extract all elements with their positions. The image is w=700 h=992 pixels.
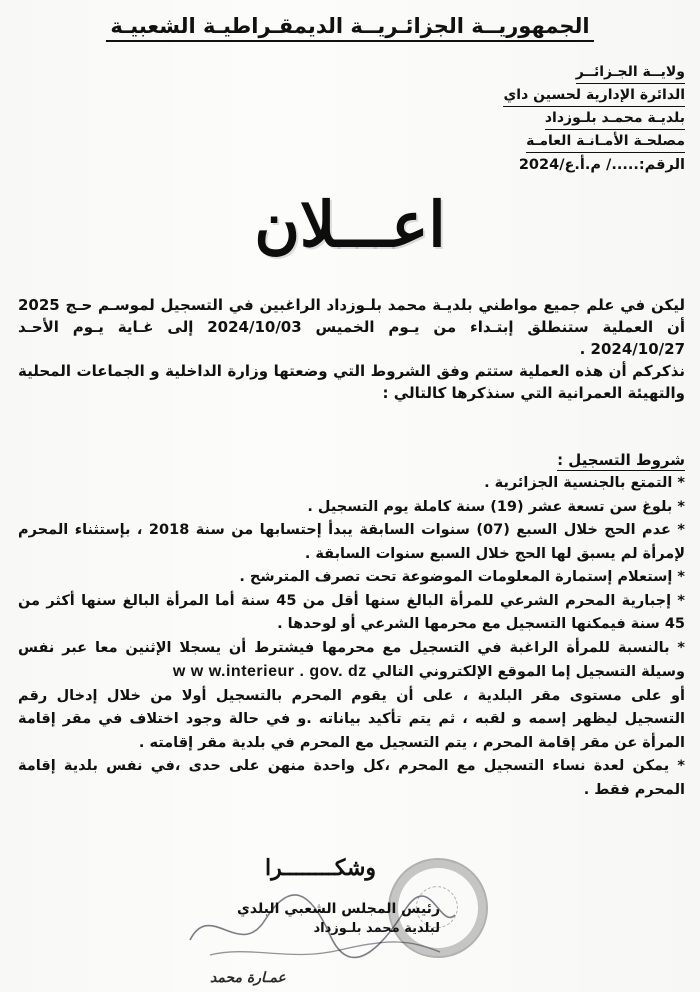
condition-item-registration-channel xyxy=(18,637,685,685)
signature-block xyxy=(80,900,440,938)
announcement-title: اعـــلان xyxy=(254,188,446,261)
reminder-paragraph: نذكركم أن هذه العملية ستتم وفق الشروط التي وضعتها وزارة الداخلية و الجماعات المحلية والتهيئة العمرانية التي سنذكرها كالتالي : xyxy=(18,362,685,402)
service-line: مصلحـة الأمـانـة العامـة xyxy=(526,131,685,153)
conditions-title: شروط التسجيل : xyxy=(557,451,685,469)
condition-item: * التمتع بالجنسية الجزائرية . xyxy=(484,475,685,491)
reference-number: الرقم:...../ م.أ.ع/2024 xyxy=(518,157,685,173)
condition-item: * يمكن لعدة نساء التسجيل مع المحرم ،كل واحدة منهن على حدى ،في نفس بلدية إقامة المحرم فقط . xyxy=(18,758,685,798)
condition-item: أو على مستوى مقر البلدية ، على أن يقوم المحرم بالتسجيل أولا من خلال إدخال رقم التسجيل ليظهر إسمه و لقبه ، ثم يتم تأكيد بياناته .و في حالة وجود اختلاف في مقر إقامة المرأة عن مقر إقامة المحرم ، يتم التسجيل مع المحرم في بلدية مقر إقامته . xyxy=(18,687,685,751)
republic-heading xyxy=(0,14,700,38)
commune-line: بلديـة محمـد بلـوزداد xyxy=(545,108,685,130)
signer-name: عمـارة محمد xyxy=(210,970,286,986)
website-link[interactable]: w w w.interieur . gov. dz xyxy=(172,663,367,680)
daira-line: الدائرة الإدارية لحسين داي xyxy=(503,85,685,107)
condition-item: * بلوغ سن تسعة عشر (19) سنة كاملة يوم التسجيل . xyxy=(307,498,685,515)
wilaya-line: ولايــة الجـزائــر xyxy=(576,62,685,84)
condition-item-text: * بالنسبة للمرأة الراغبة في التسجيل مع محرمها فيشترط أن يسجلا الإثنين معا عبر نفس وسيلة التسجيل إما الموقع الإلكتروني التالي xyxy=(18,639,685,680)
announcement-body xyxy=(18,294,685,404)
administrative-header xyxy=(415,62,685,177)
conditions-list xyxy=(18,472,685,802)
condition-item: * إستعلام إستمارة المعلومات الموضوعة تحت تصرف المترشح . xyxy=(239,569,685,585)
intro-paragraph: ليكن في علم جميع مواطني بلديـة محمد بلـوزداد الراغبين في التسجيل لموسـم حـج 2025 أن العملية ستنطلق إبتـداء من يـوم الخميس 2024/10/03 إلى غـاية يـوم الأحـد 2024/10/27 . xyxy=(18,296,685,358)
signature-title: رئيس المجلس الشعبي البلدي xyxy=(237,901,440,917)
condition-item: * إجبارية المحرم الشرعي للمرأة البالغ سنها أقل من 45 سنة أما المرأة البالغ سنها أكثر من 45 سنة فيمكنها التسجيل مع محرمها الشرعي أو لوحدها . xyxy=(18,592,685,632)
republic-title: الجمهوريــة الجزائـريــة الديمقـراطيـة الشعبيـة xyxy=(106,14,593,42)
thanks-text: وشكــــــــرا xyxy=(265,855,377,881)
signature-commune: لبلدية محمد بلـوزداد xyxy=(313,921,440,936)
condition-item: * عدم الحج خلال السبع (07) سنوات السابقة يبدأ إحتسابها من سنة 2018 ، بإستثناء المحرم لإمرأة لم يسبق لها الحج خلال السبع سنوات السابقة . xyxy=(18,522,685,562)
